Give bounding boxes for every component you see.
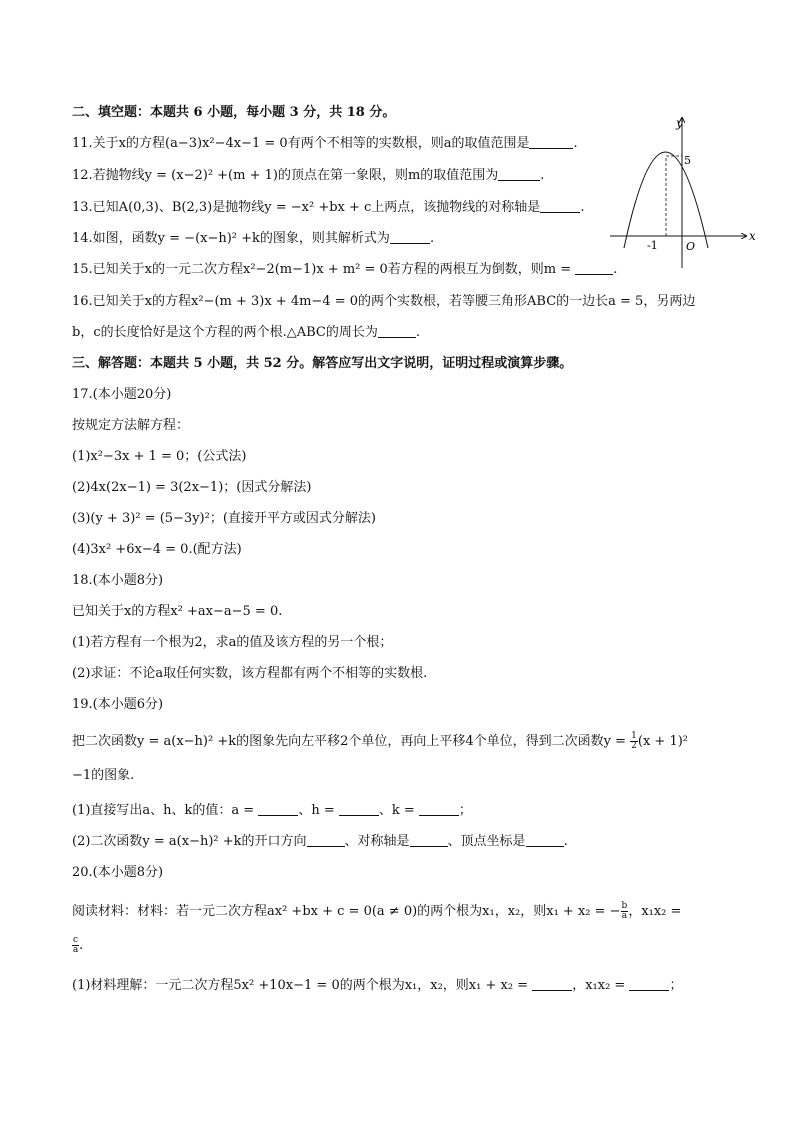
question-18-stem: 已知关于x的方程x² +ax−a−5 = 0. bbox=[72, 604, 283, 619]
answer-blank-vertex[interactable] bbox=[526, 834, 564, 847]
question-19-stem: 把二次函数y = a(x−h)² +k的图象先向左平移2个单位，再向上平移4个单位，得到二次函数y = $\frac{1}{2}$ (x + 1)² bbox=[72, 731, 689, 751]
answer-blank[interactable] bbox=[540, 200, 580, 213]
question-18-part-2: (2)求证：不论a取任何实数，该方程都有两个不相等的实数根. bbox=[72, 666, 428, 681]
question-16-line-1: 16.已知关于x的方程x²−(m + 3)x + 4m−4 = 0的两个实数根，若等腰三角形ABC的一边长a = 5，另两边 bbox=[72, 294, 696, 309]
answer-blank[interactable] bbox=[575, 262, 613, 275]
question-14: 14.如图，函数y = −(x−h)² +k的图象，则其解析式为 . bbox=[72, 231, 435, 246]
question-20-stem: 阅读材料：材料：若一元二次方程ax² +bx + c = 0(a ≠ 0)的两个根为x₁，x₂，则x₁ + x₂ = − $\frac{b}{a}$ ，x₁x₂ = bbox=[72, 901, 682, 921]
question-19-part-1: (1)直接写出a、h、k的值：a = 、h = 、k = ； bbox=[72, 803, 472, 818]
fraction-b-over-a: $\frac{b}{a}$ bbox=[621, 901, 628, 921]
section-fill-in-heading: 二、填空题：本题共 6 小题，每小题 3 分，共 18 分。 bbox=[72, 105, 396, 120]
answer-blank-a[interactable] bbox=[258, 803, 298, 816]
question-20-stem-cont: $\frac{c}{a}$ . bbox=[72, 935, 84, 955]
question-11: 11.关于x的方程(a−3)x²−4x−1 = 0有两个不相等的实数根，则a的取值范围是 . bbox=[72, 136, 578, 151]
parabola-graph bbox=[610, 112, 760, 272]
question-16-line-2: b，c的长度恰好是这个方程的两个根.△ABC的周长为 . bbox=[72, 325, 421, 340]
answer-blank-product[interactable] bbox=[629, 978, 669, 991]
answer-blank-k[interactable] bbox=[419, 803, 459, 816]
question-19-stem-cont: −1的图象. bbox=[72, 768, 135, 783]
answer-blank-h[interactable] bbox=[339, 803, 379, 816]
question-17-part-1: (1)x²−3x + 1 = 0；(公式法) bbox=[72, 449, 247, 464]
question-18-part-1: (1)若方程有一个根为2，求a的值及该方程的另一个根； bbox=[72, 635, 393, 650]
question-17-title: 17.(本小题20分) bbox=[72, 387, 172, 402]
question-17-part-4: (4)3x² +6x−4 = 0.(配方法) bbox=[72, 542, 242, 557]
vertex-y-label: 5 bbox=[684, 154, 691, 167]
question-12: 12.若抛物线y = (x−2)² +(m + 1)的顶点在第一象限，则m的取值范围为 . bbox=[72, 168, 545, 183]
answer-blank[interactable] bbox=[390, 231, 430, 244]
question-19-title: 19.(本小题6分) bbox=[72, 697, 164, 712]
x-axis-label: x bbox=[749, 229, 756, 243]
question-17-intro: 按规定方法解方程： bbox=[72, 418, 190, 433]
fraction-one-half: $\frac{1}{2}$ bbox=[631, 731, 637, 751]
question-17-part-3: (3)(y + 3)² = (5−3y)²；(直接开平方或因式分解法) bbox=[72, 511, 376, 526]
answer-blank[interactable] bbox=[529, 136, 573, 149]
vertex-x-label: -1 bbox=[647, 239, 658, 252]
question-20-part-1: (1)材料理解：一元二次方程5x² +10x−1 = 0的两个根为x₁，x₂，则x₁ + x₂ = ，x₁x₂ = ； bbox=[72, 978, 683, 993]
section-answer-heading: 三、解答题：本题共 5 小题，共 52 分。解答应写出文字说明，证明过程或演算步骤。 bbox=[72, 356, 573, 371]
answer-blank[interactable] bbox=[498, 168, 540, 181]
origin-label: O bbox=[686, 240, 696, 253]
question-15: 15.已知关于x的一元二次方程x²−2(m−1)x + m² = 0若方程的两根互为倒数，则m = . bbox=[72, 262, 618, 277]
answer-blank-sum[interactable] bbox=[532, 978, 572, 991]
answer-blank-direction[interactable] bbox=[307, 834, 345, 847]
question-18-title: 18.(本小题8分) bbox=[72, 573, 164, 588]
answer-blank-axis[interactable] bbox=[410, 834, 448, 847]
y-axis-label: y bbox=[676, 116, 683, 130]
fraction-c-over-a: $\frac{c}{a}$ bbox=[72, 935, 79, 955]
question-20-title: 20.(本小题8分) bbox=[72, 865, 164, 880]
question-13: 13.已知A(0,3)、B(2,3)是抛物线y = −x² +bx + c上两点，该抛物线的对称轴是 . bbox=[72, 200, 585, 215]
question-17-part-2: (2)4x(2x−1) = 3(2x−1)；(因式分解法) bbox=[72, 480, 312, 495]
question-19-part-2: (2)二次函数y = a(x−h)² +k的开口方向 、对称轴是 、顶点坐标是 . bbox=[72, 834, 568, 849]
answer-blank[interactable] bbox=[378, 325, 416, 338]
